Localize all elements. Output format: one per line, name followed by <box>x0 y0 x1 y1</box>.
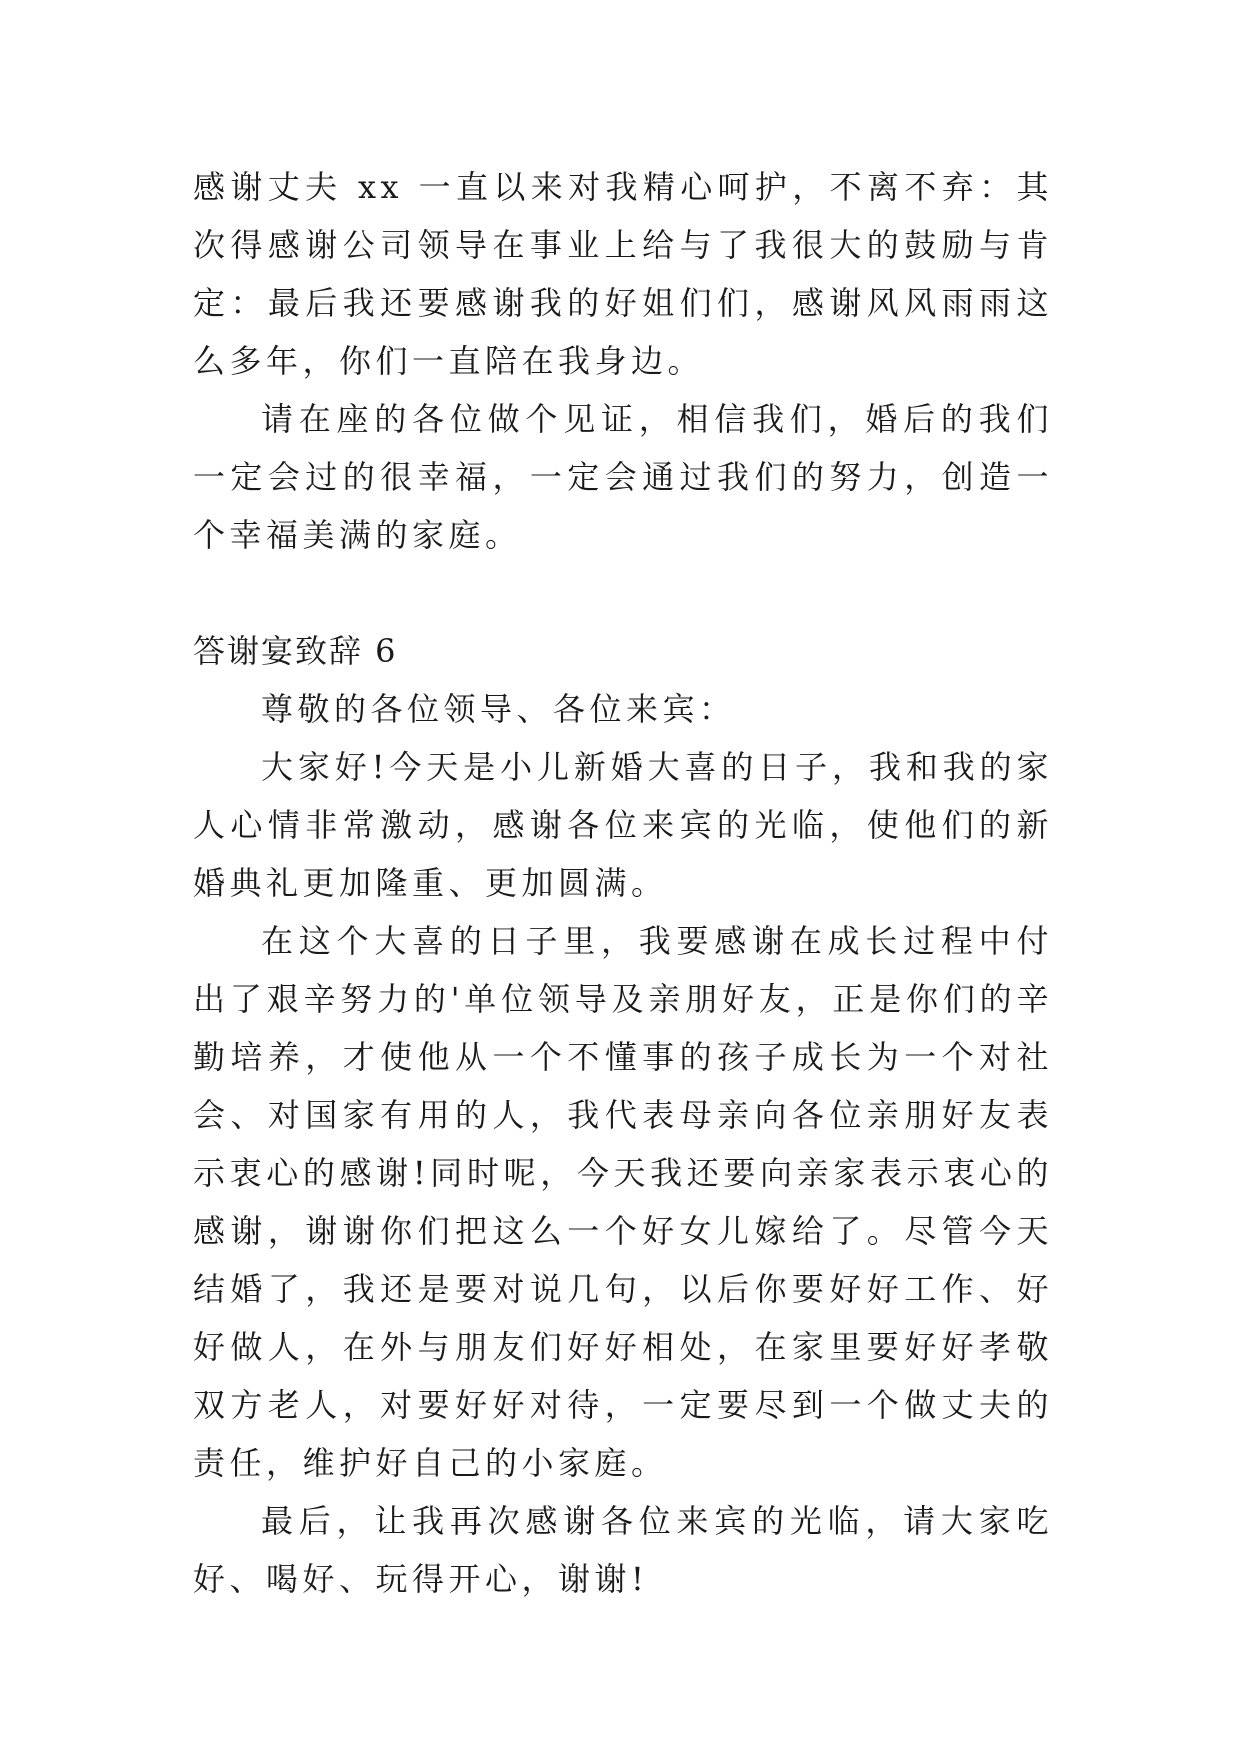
paragraph: 感谢丈夫 xx 一直以来对我精心呵护，不离不弃：其次得感谢公司领导在事业上给与了我很大的鼓励与肯定：最后我还要感谢我的好姐们们，感谢风风雨雨这么多年，你们一直陪在我身边。 <box>193 168 1053 380</box>
section-title: 答谢宴致辞 6 <box>193 632 398 670</box>
paragraph: 在这个大喜的日子里，我要感谢在成长过程中付出了艰辛努力的'单位领导及亲朋好友，正是你们的辛勤培养，才使他从一个不懂事的孩子成长为一个对社会、对国家有用的人，我代表母亲向各位亲朋好友表示衷心的感谢!同时呢，今天我还要向亲家表示衷心的感谢，谢谢你们把这么一个好女儿嫁给了。尽管今天结婚了，我还是要对说几句，以后你要好好工作、好好做人，在外与朋友们好好相处，在家里要好好孝敬双方老人，对要好好对待，一定要尽到一个做丈夫的责任，维护好自己的小家庭。 <box>193 922 1053 1482</box>
paragraph: 请在座的各位做个见证，相信我们，婚后的我们一定会过的很幸福，一定会通过我们的努力，创造一个幸福美满的家庭。 <box>193 400 1053 554</box>
paragraph: 最后，让我再次感谢各位来宾的光临，请大家吃好、喝好、玩得开心，谢谢! <box>193 1502 1053 1598</box>
salutation: 尊敬的各位领导、各位来宾： <box>261 690 736 728</box>
paragraph: 大家好!今天是小儿新婚大喜的日子，我和我的家人心情非常激动，感谢各位来宾的光临，使他们的新婚典礼更加隆重、更加圆满。 <box>193 748 1053 902</box>
document-page <box>193 158 1053 1608</box>
